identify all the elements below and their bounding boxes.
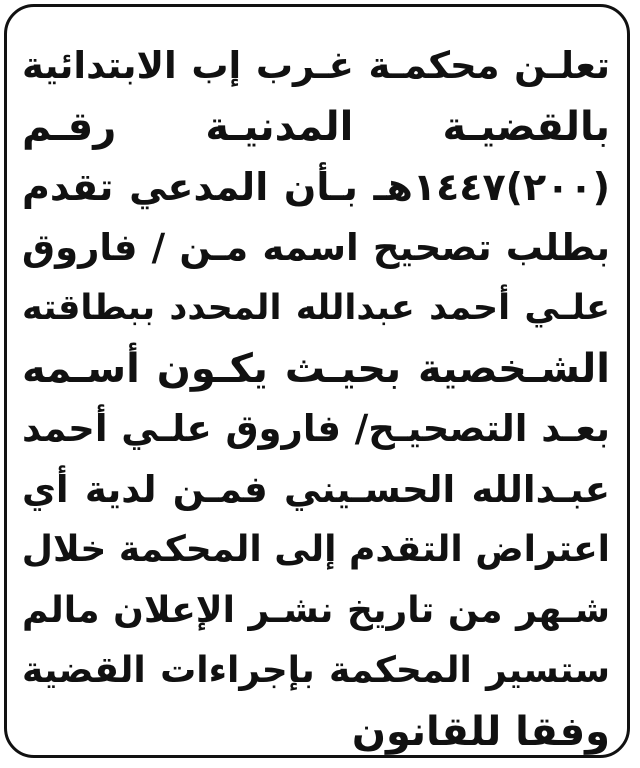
notice-line: ستسير المحكمة بإجراءات القضية [22,650,610,691]
notice-line: عبـدالله الحسـيني فمـن لدية أي [22,467,610,511]
notice-line: الشـخصية بحيـث يكـون أسـمه [22,345,610,392]
court-notice-text [22,36,610,762]
notice-line: اعتراض التقدم إلى المحكمة خلال [22,529,610,570]
notice-line: وفقا للقانون [351,708,610,755]
notice-line: شـهر من تاريخ نشـر الإعلان مالم [22,589,610,631]
notice-line: (٢٠٠)١٤٤٧هـ بـأن المدعي تقدم [22,165,610,209]
notice-line: تعلـن محكمـة غـرب إب الابتدائية [22,44,610,87]
notice-line: بعـد التصحيـح/ فاروق علـي أحمد [22,407,610,450]
notice-line: علـي أحمد عبدالله المحدد ببطاقته [22,288,610,328]
notice-line: بطلب تصحيح اسمه مـن / فاروق [22,225,610,269]
notice-line: بالقضيـة المدنيـة رقـم [22,103,610,150]
